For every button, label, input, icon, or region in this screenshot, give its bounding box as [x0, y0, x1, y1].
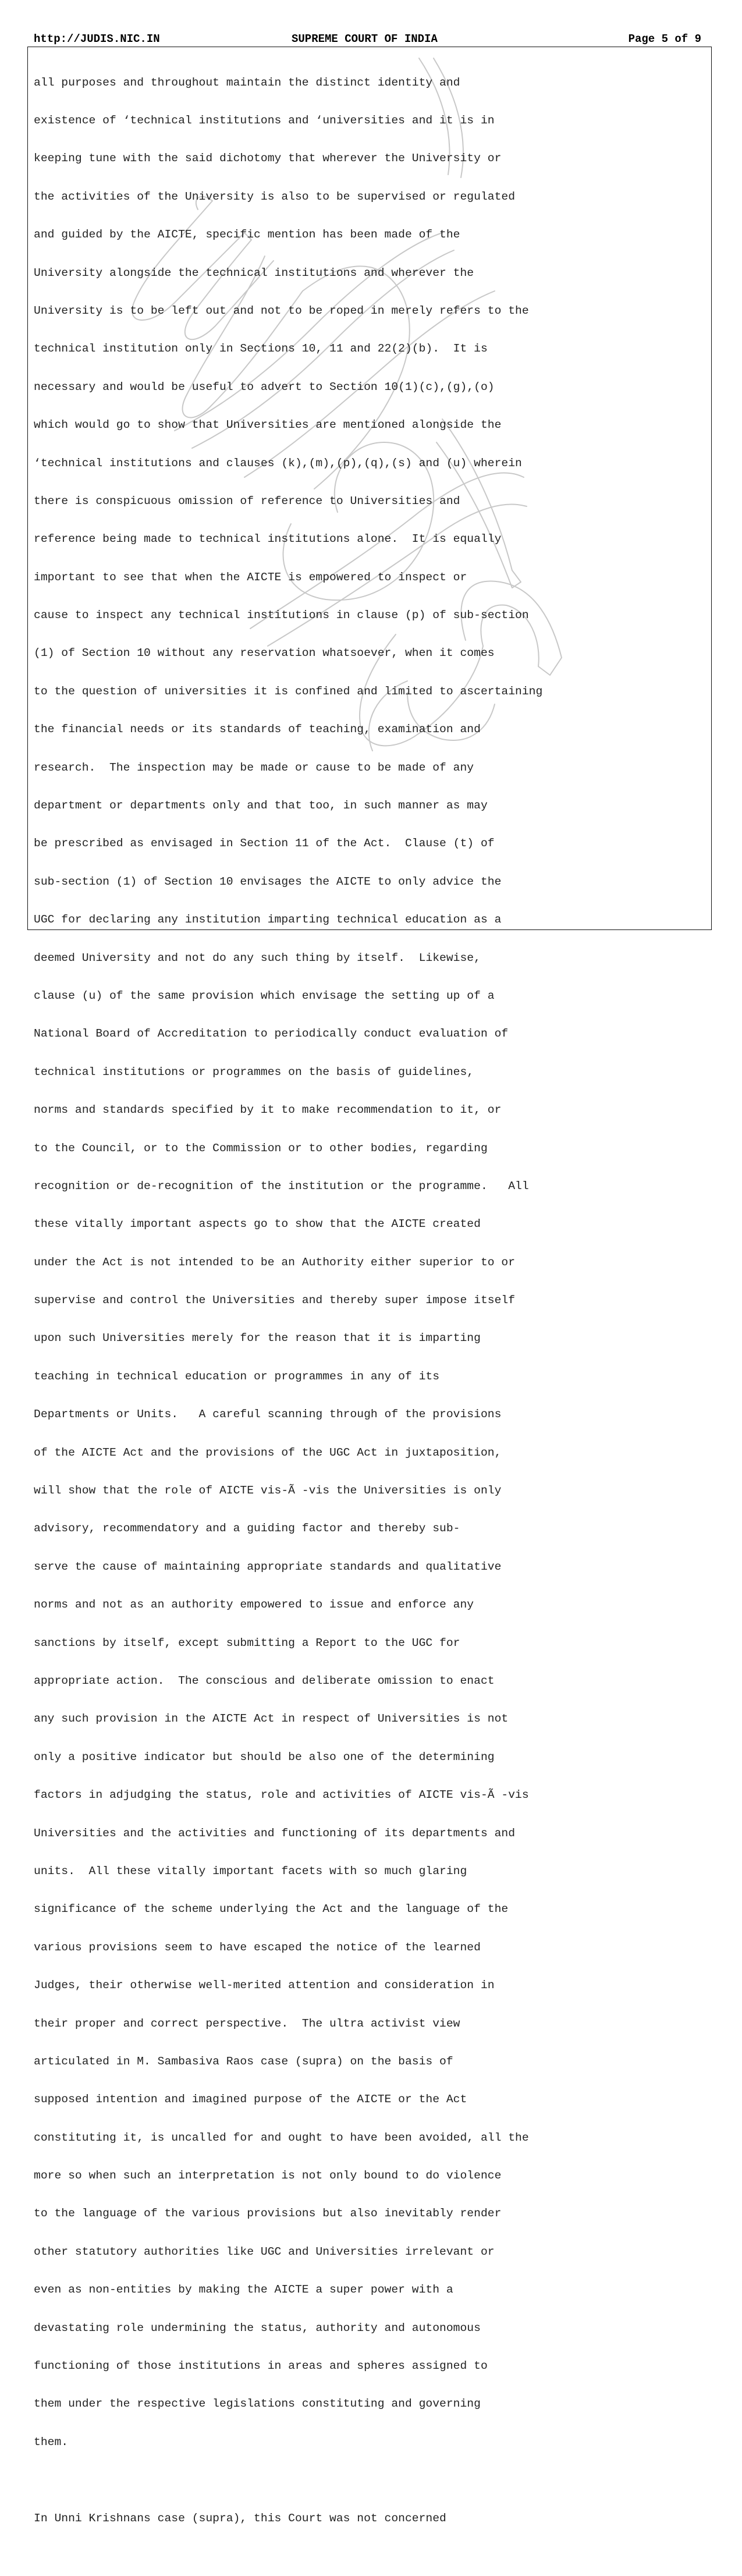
source-url: http://JUDIS.NIC.IN	[34, 33, 160, 45]
text-line: even as non-entities by making the AICTE a super power with a	[34, 2283, 453, 2297]
text-line: teaching in technical education or programmes in any of its	[34, 1369, 440, 1383]
text-line: other statutory authorities like UGC and Universities irrelevant or	[34, 2245, 495, 2258]
page-header	[34, 33, 701, 45]
text-line: to the Council, or to the Commission or to other bodies, regarding	[34, 1141, 488, 1155]
text-line: their proper and correct perspective. The ultra activist view	[34, 2017, 460, 2030]
text-line: them.	[34, 2435, 69, 2449]
text-line: under the Act is not intended to be an Authority either superior to or	[34, 1255, 516, 1269]
text-line: sub-section (1) of Section 10 envisages the AICTE to only advice the	[34, 875, 502, 888]
text-line: to the language of the various provisions but also inevitably render	[34, 2207, 502, 2220]
text-line: any such provision in the AICTE Act in respect of Universities is not	[34, 1712, 509, 1726]
text-line: appropriate action. The conscious and deliberate omission to enact	[34, 1674, 495, 1687]
text-line: research. The inspection may be made or cause to be made of any	[34, 761, 474, 774]
text-line: devastating role undermining the status, authority and autonomous	[34, 2321, 481, 2334]
text-line: sanctions by itself, except submitting a Report to the UGC for	[34, 1636, 460, 1649]
text-line: norms and standards specified by it to make recommendation to it, or	[34, 1104, 502, 1117]
text-line: which would go to show that Universities are mentioned alongside the	[34, 418, 502, 432]
text-line: recognition or de-recognition of the institution or the programme. All	[34, 1179, 529, 1193]
text-line: to the question of universities it is confined and limited to ascertaining	[34, 684, 543, 698]
text-line: them under the respective legislations constituting and governing	[34, 2397, 481, 2411]
text-line: National Board of Accreditation to periodically conduct evaluation of	[34, 1027, 509, 1041]
text-line: supervise and control the Universities and thereby super impose itself	[34, 1294, 516, 1307]
text-line: Judges, their otherwise well-merited attention and consideration in	[34, 1979, 495, 1992]
blank-line: In Unni Krishnans case (supra), this Court was not concerned	[34, 2511, 446, 2525]
text-line: functioning of those institutions in areas and spheres assigned to	[34, 2359, 488, 2373]
text-line: units. All these vitally important facets with so much glaring	[34, 1864, 467, 1878]
text-line: significance of the scheme underlying the Act and the language of the	[34, 1903, 509, 1916]
text-line: these vitally important aspects go to show that the AICTE created	[34, 1218, 481, 1231]
text-line: necessary and would be useful to advert to Section 10(1)(c),(g),(o)	[34, 380, 495, 393]
text-line: technical institution only in Sections 10, 11 and 22(2)(b). It is	[34, 342, 488, 356]
text-line: the activities of the University is also to be supervised or regulated	[34, 190, 516, 203]
text-line: and guided by the AICTE, specific mention has been made of the	[34, 228, 460, 242]
text-line: cause to inspect any technical institutions in clause (p) of sub-section	[34, 609, 529, 622]
text-line: supposed intention and imagined purpose of the AICTE or the Act	[34, 2093, 467, 2106]
text-line: Departments or Units. A careful scanning through of the provisions	[34, 1408, 502, 1421]
text-line: constituting it, is uncalled for and ought to have been avoided, all the	[34, 2131, 529, 2144]
text-line: deemed University and not do any such thing by itself. Likewise,	[34, 951, 481, 964]
text-line	[34, 2550, 542, 2563]
text-line: various provisions seem to have escaped the notice of the learned	[34, 1940, 481, 1954]
text-line	[34, 2474, 542, 2487]
text-line: Universities and the activities and functioning of its departments and	[34, 1826, 516, 1840]
text-line: University is to be left out and not to be roped in merely refers to the	[34, 304, 529, 317]
judgment-text	[34, 51, 542, 2576]
text-line: norms and not as an authority empowered to issue and enforce any	[34, 1598, 474, 1612]
text-line: only a positive indicator but should be also one of the determining	[34, 1750, 495, 1764]
page-number: Page 5 of 9	[628, 33, 701, 45]
text-line: advisory, recommendatory and a guiding factor and thereby sub-	[34, 1522, 460, 1535]
text-line: will show that the role of AICTE vis-Ã -vis the Universities is only	[34, 1484, 502, 1498]
text-line: be prescribed as envisaged in Section 11 of the Act. Clause (t) of	[34, 837, 495, 850]
text-line: the financial needs or its standards of teaching, examination and	[34, 723, 481, 736]
text-line: existence of ‘technical institutions and ‘universities and it is in	[34, 113, 495, 127]
text-line: technical institutions or programmes on the basis of guidelines,	[34, 1065, 474, 1078]
text-line: all purposes and throughout maintain the distinct identity and	[34, 76, 460, 89]
text-line: department or departments only and that too, in such manner as may	[34, 799, 488, 812]
text-line: ‘technical institutions and clauses (k),(m),(p),(q),(s) and (u) wherein	[34, 456, 522, 470]
text-line: clause (u) of the same provision which envisage the setting up of a	[34, 989, 495, 1002]
text-line: of the AICTE Act and the provisions of the UGC Act in juxtaposition,	[34, 1446, 502, 1459]
text-line: serve the cause of maintaining appropriate standards and qualitative	[34, 1560, 502, 1573]
text-line: University alongside the technical institutions and wherever the	[34, 266, 474, 279]
text-line: articulated in M. Sambasiva Raos case (supra) on the basis of	[34, 2055, 453, 2068]
text-line: factors in adjudging the status, role and activities of AICTE vis-Ã -vis	[34, 1789, 529, 1802]
text-line: UGC for declaring any institution imparting technical education as a	[34, 913, 502, 927]
text-line: reference being made to technical institutions alone. It is equally	[34, 533, 502, 546]
text-line: more so when such an interpretation is not only bound to do violence	[34, 2169, 502, 2183]
text-line: there is conspicuous omission of reference to Universities and	[34, 494, 460, 508]
text-line: important to see that when the AICTE is empowered to inspect or	[34, 570, 467, 584]
text-line: (1) of Section 10 without any reservation whatsoever, when it comes	[34, 647, 495, 660]
court-title: SUPREME COURT OF INDIA	[292, 33, 438, 45]
text-line: upon such Universities merely for the reason that it is imparting	[34, 1332, 481, 1345]
text-line: keeping tune with the said dichotomy that wherever the University or	[34, 152, 502, 165]
